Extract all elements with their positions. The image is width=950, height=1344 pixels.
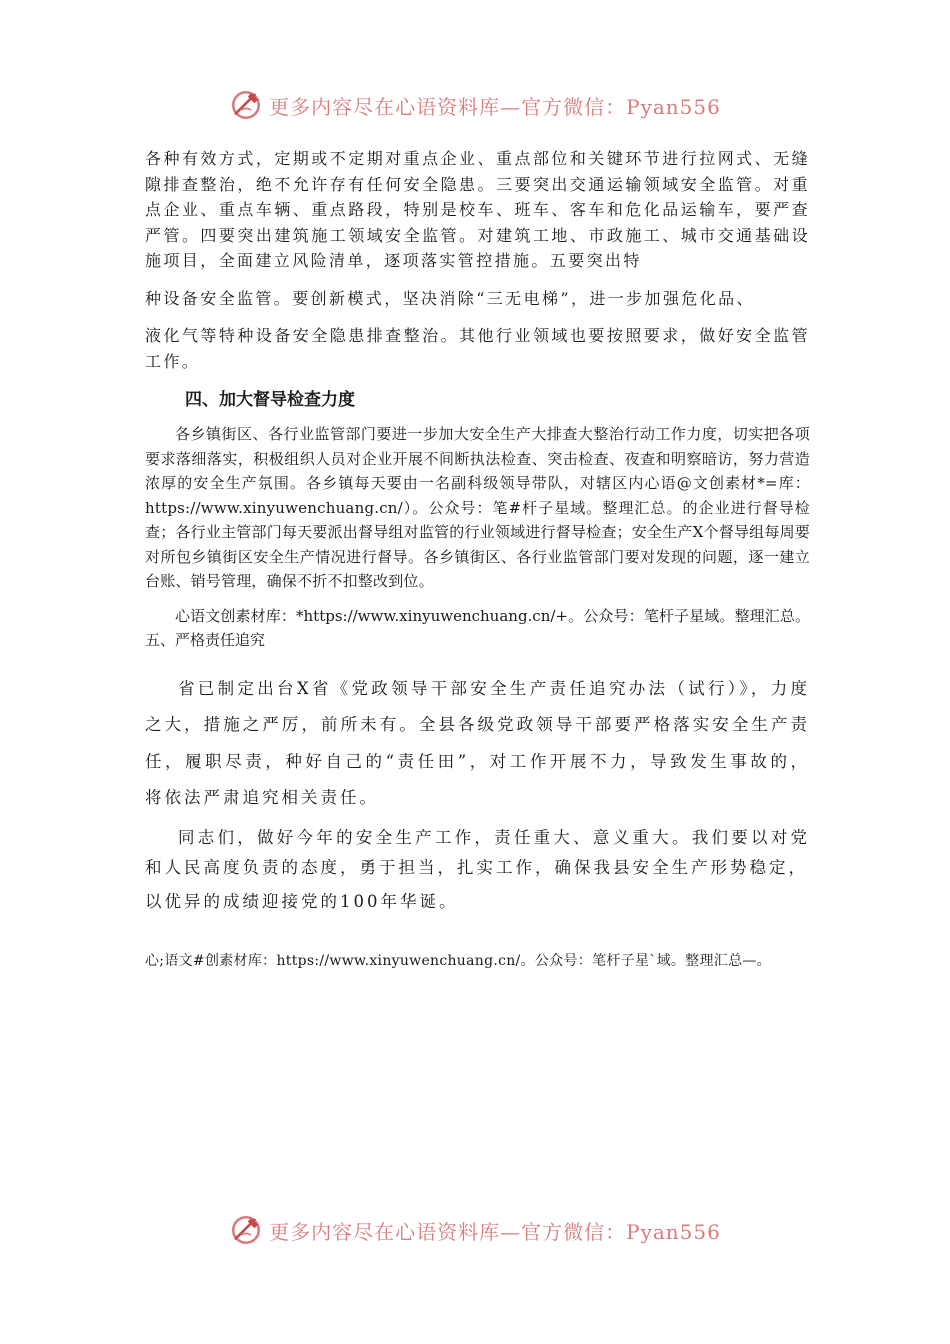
section3-tail-part1: 各种有效方式，定期或不定期对重点企业、重点部位和关键环节进行拉网式、无缝隙排查整治，绝不允许存有任何安全隐患。三要突出交通运输领域安全监管。对重点企业、重点车辆、重点路段，特别是校车、班车、客车和危化品运输车，要严查严管。四要突出建筑施工领域安全监管。对建筑工地、市政施工、城市交通基础设施项目，全面建立风险清单，逐项落实管控措施。五要突出特 <box>145 149 810 270</box>
pen-logo-icon <box>229 88 263 122</box>
section4-note: 心语文创素材库：*https://www.xinyuwenchuang.cn/+。公众号：笔杆子星域。整理汇总。五、严格责任追究 <box>145 606 810 649</box>
section4-body: 各乡镇街区、各行业监管部门要进一步加大安全生产大排查大整治行动工作力度，切实把各项要求落细落实，积极组织人员对企业开展不间断执法检查、突击检查、夜查和明察暗访，努力营造浓厚的安全生产氛围。各乡镇每天要由一名副科级领导带队，对辖区内心语@文创素材*=库：https://www.xinyuwenchuang.cn/）。公众号：笔#杆子星域。整理汇总。的企业进行督导检查；各行业主管部门每天要派出督导组对监管的行业领域进行督导检查；安全生产X个督导组每周要对所包乡镇街区安全生产情况进行督导。各乡镇街区、各行业监管部门要对发现的问题，逐一建立台账、销号管理，确保不折不扣整改到位。 <box>145 425 810 590</box>
section3-tail-part2: 种设备安全监管。要创新模式，坚决消除“三无电梯”，进一步加强危化品、 <box>145 288 755 308</box>
header-banner <box>0 85 950 125</box>
section3-tail-part3: 液化气等特种设备安全隐患排查整治。其他行业领域也要按照要求，做好安全监管工作。 <box>145 326 810 371</box>
section5-body: 省已制定出台X省《党政领导干部安全生产责任追究办法（试行）》，力度之大，措施之严厉，前所未有。全县各级党政领导干部要严格落实安全生产责任，履职尽责，种好自己的“责任田”，对工作开展不力，导致发生事故的，将依法严肃追究相关责任。 <box>145 678 810 807</box>
closing-line2: 以优异的成绩迎接党的100年华诞。 <box>145 891 459 911</box>
banner-text: 更多内容尽在心语资料库—官方微信：Pyan556 <box>269 94 721 119</box>
document-body <box>145 146 810 973</box>
section3-tail-paragraph <box>145 146 810 374</box>
footer-banner <box>0 1210 950 1250</box>
banner-text: 更多内容尽在心语资料库—官方微信：Pyan556 <box>269 1219 721 1244</box>
section4-heading: 四、加大督导检查力度 <box>185 390 355 410</box>
closing-paragraph <box>145 823 810 917</box>
footer-note: 心;语文#创素材库：https://www.xinyuwenchuang.cn/。公众号：笔杆子星`域。整理汇总—。 <box>145 952 771 969</box>
pen-logo-icon <box>229 1213 263 1247</box>
closing-line1: 同志们，做好今年的安全生产工作，责任重大、意义重大。我们要以对党和人民高度负责的态度，勇于担当，扎实工作，确保我县安全生产形势稳定， <box>145 827 810 877</box>
